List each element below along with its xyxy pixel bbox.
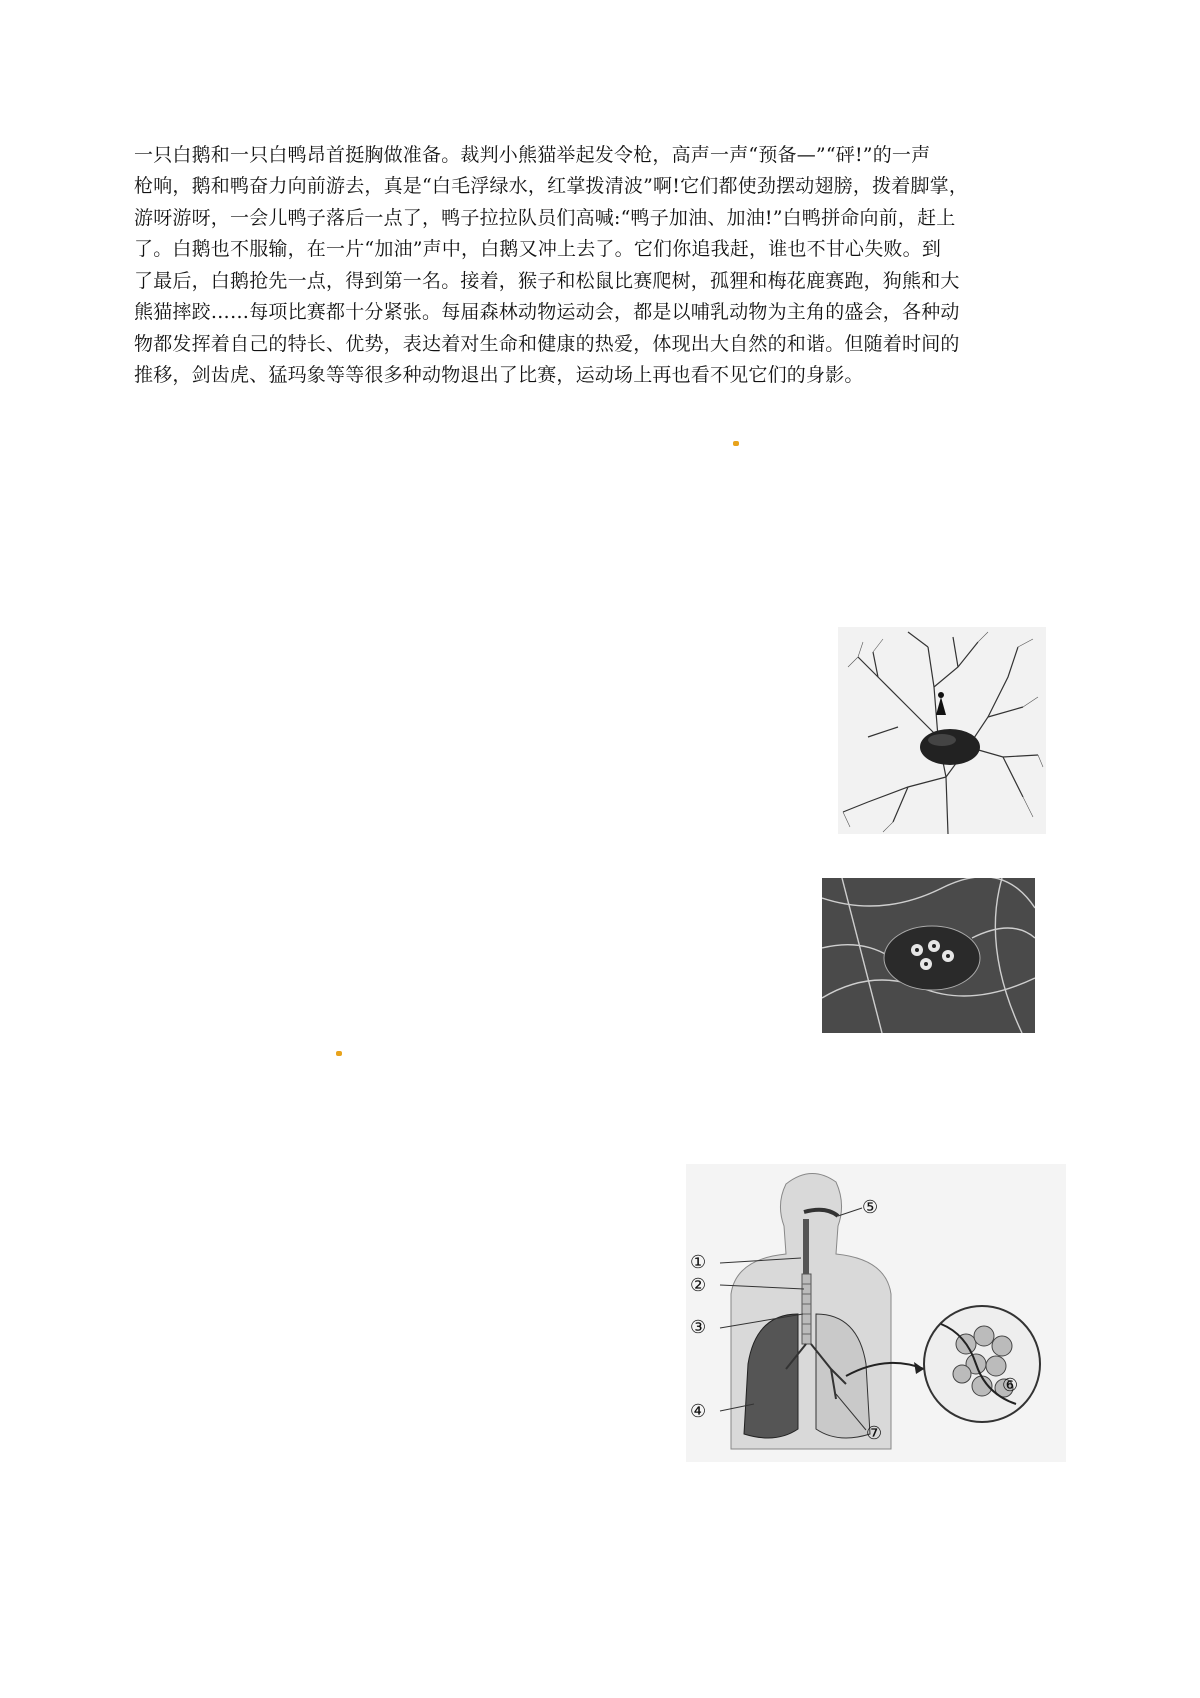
story-line-4: 了。白鹅也不服输，在一片“加油”声中，白鹅又冲上去了。它们你追我赶，谁也不甘心失败。到	[134, 238, 942, 260]
label-7: ⑦	[866, 1423, 883, 1444]
label-1: ①	[690, 1252, 707, 1273]
magpie-nest-photo	[838, 627, 1046, 834]
story-line-8: 推移，剑齿虎、猛玛象等等很多种动物退出了比赛，运动场上再也看不见它们的身影。	[134, 364, 864, 386]
story-line-1: 一只白鹅和一只白鸭昂首挺胸做准备。裁判小熊猫举起发令枪，高声一声“预备—”“砰!”的一声	[134, 144, 931, 166]
story-line-2: 枪响，鹅和鸭奋力向前游去，真是“白毛浮绿水，红掌拨清波”啊!它们都使劲摆动翅膀，拨着脚掌，	[134, 175, 969, 197]
highlight-mark	[733, 441, 739, 446]
respiratory-system-diagram	[686, 1164, 1066, 1462]
story-line-7: 物都发挥着自己的特长、优势，表达着对生命和健康的热爱，体现出大自然的和谐。但随着时间的	[134, 333, 960, 355]
story-line-3: 游呀游呀，一会儿鸭子落后一点了，鸭子拉拉队员们高喊:“鸭子加油、加油!”白鸭拼命向前，赶上	[134, 207, 956, 229]
highlight-mark	[336, 1051, 342, 1056]
label-2: ②	[690, 1275, 707, 1296]
nest-chicks-illustration	[822, 878, 1035, 1033]
story-line-6: 熊猫摔跤……每项比赛都十分紧张。每届森林动物运动会，都是以哺乳动物为主角的盛会，各种动	[134, 301, 960, 323]
label-3: ③	[690, 1317, 707, 1338]
tree-nest-illustration	[838, 627, 1046, 834]
nestlings-photo	[822, 878, 1035, 1033]
story-line-5: 了最后，白鹅抢先一点，得到第一名。接着，猴子和松鼠比赛爬树，孤狸和梅花鹿赛跑，狗熊和大	[134, 270, 960, 292]
label-4: ④	[690, 1401, 707, 1422]
label-5: ⑤	[862, 1197, 879, 1218]
label-6: ⑥	[1002, 1375, 1019, 1396]
